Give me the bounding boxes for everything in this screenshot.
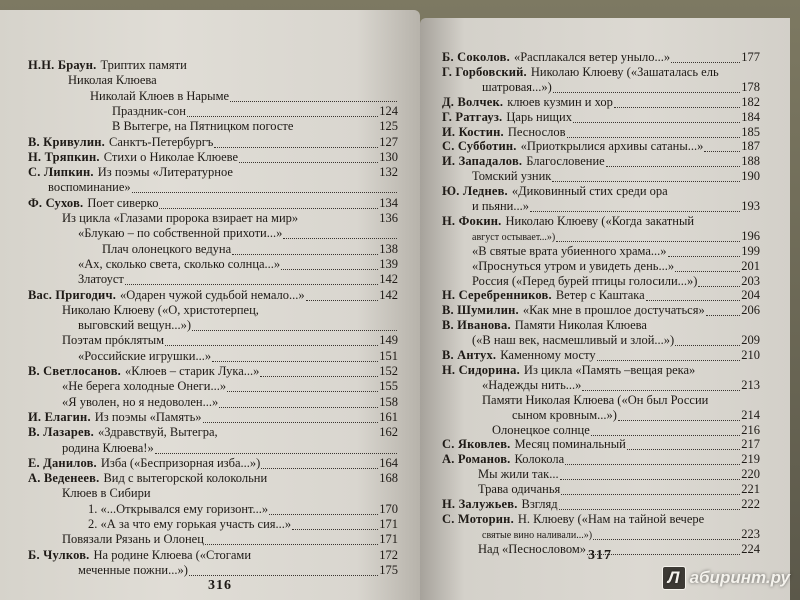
toc-page-number: 206 (741, 303, 760, 318)
toc-title: «Я уволен, но я недоволен...» (62, 394, 219, 409)
toc-page-number: 223 (741, 526, 760, 541)
toc-leader-dots (614, 96, 740, 108)
toc-title: Мы жили так... (478, 467, 559, 482)
toc-page-number: 125 (379, 119, 398, 134)
toc-page-number: 132 (379, 165, 398, 180)
left-page (0, 10, 420, 600)
toc-leader-dots (159, 197, 378, 209)
toc-author: Ю. Леднев. (442, 184, 508, 199)
toc-author: Г. Горбовский. (442, 64, 527, 79)
toc-title: Вид с вытегорской колокольни (103, 471, 268, 486)
toc-title: «Диковинный стих среди ора (511, 184, 668, 199)
toc-leader-dots (606, 155, 741, 167)
toc-page-number: 171 (379, 517, 398, 531)
toc-title: «Расплакался ветер уныло...» (513, 50, 671, 64)
toc-title: «Приоткрылися архивы сатаны...» (520, 139, 704, 154)
toc-leader-dots (668, 245, 741, 257)
toc-leader-dots (155, 442, 397, 454)
toc-leader-dots (561, 483, 740, 495)
left-page-number: 316 (208, 578, 232, 593)
toc-title: Олонецкое солнце (492, 422, 590, 437)
toc-author: В. Светлосанов. (28, 364, 121, 378)
toc-leader-dots (212, 350, 378, 362)
toc-title: родина Клюева!» (62, 440, 154, 455)
toc-leader-dots (260, 365, 378, 377)
toc-author: И. Западалов. (442, 154, 523, 169)
toc-page-number: 224 (741, 541, 760, 556)
toc-page-number: 219 (741, 452, 760, 467)
toc-page-number: 214 (741, 407, 760, 422)
toc-page-number: 201 (741, 258, 760, 273)
toc-page-number: 187 (741, 139, 760, 154)
toc-title: Николаю Клюеву («О, христотерпец, (62, 302, 259, 317)
labyrinth-logo-icon: Л (662, 566, 686, 590)
toc-author: Ф. Сухов. (28, 195, 84, 210)
toc-page-number: 188 (741, 154, 760, 169)
toc-page-number: 127 (379, 134, 398, 149)
toc-leader-dots (567, 126, 741, 138)
toc-page-number: 178 (741, 79, 760, 94)
toc-title: Благословение (526, 154, 605, 169)
toc-page-number: 216 (741, 422, 760, 437)
toc-author: Н. Сидорина. (442, 362, 520, 377)
toc-title: и пьяни...» (472, 199, 529, 213)
toc-page-number: 177 (741, 50, 760, 64)
toc-leader-dots (627, 438, 740, 450)
toc-title: Повязали Рязань и Олонец (62, 532, 204, 547)
toc-title: Клюев в Сибири (62, 486, 151, 501)
site-watermark (662, 566, 790, 590)
toc-page-number: 213 (741, 377, 760, 392)
toc-leader-dots (618, 409, 740, 421)
toc-page-number: 136 (379, 211, 398, 225)
toc-leader-dots (704, 140, 740, 152)
toc-author: Б. Соколов. (442, 50, 510, 64)
toc-leader-dots (306, 289, 379, 301)
toc-title: «Проснуться утром и увидеть день...» (472, 258, 675, 273)
toc-leader-dots (165, 334, 378, 346)
toc-title: Из поэмы «Память» (94, 409, 202, 424)
toc-title: Из цикла «Глазами пророка взирает на мир» (62, 211, 299, 225)
toc-title: 1. «...Открывался ему горизонт...» (88, 501, 269, 516)
toc-author: Н. Серебренников. (442, 288, 552, 303)
toc-title: Трава одичанья (478, 482, 561, 497)
toc-leader-dots (573, 111, 740, 123)
toc-leader-dots (646, 289, 741, 301)
toc-page-number: 185 (741, 124, 760, 139)
toc-title: август остывает...») (472, 231, 556, 243)
toc-page-number: 170 (379, 501, 398, 516)
toc-title: воспоминание» (48, 180, 131, 195)
toc-page-number: 158 (379, 394, 398, 409)
toc-page-number: 151 (379, 348, 398, 363)
toc-title: Над «Песнословом» (478, 541, 587, 556)
toc-page-number: 130 (379, 149, 398, 164)
toc-author: В. Антух. (442, 348, 497, 362)
toc-title: Стихи о Николае Клюеве (103, 149, 238, 164)
toc-leader-dots (239, 151, 378, 163)
toc-title: «Блукаю – по собственной прихоти...» (78, 226, 283, 241)
toc-title: Каменному мосту (500, 348, 596, 362)
toc-title: Триптих памяти (100, 58, 187, 72)
toc-title: шатровая...») (482, 79, 552, 94)
toc-title: 2. «А за что ему горькая участь сия...» (88, 517, 292, 531)
toc-author: В. Кривулин. (28, 134, 106, 149)
toc-title: Из цикла «Память –вещая река» (523, 362, 696, 377)
toc-title: Поет сиверко (87, 195, 159, 210)
toc-leader-dots (230, 90, 397, 102)
toc-title: «Здравствуй, Вытегра, (98, 425, 218, 440)
toc-leader-dots (232, 243, 378, 255)
toc-title: На родине Клюева («Стогами (93, 547, 252, 562)
toc-author: А. Романов. (442, 452, 511, 467)
toc-page-number: 155 (379, 379, 398, 394)
toc-title: «Не берега холодные Онеги...» (62, 379, 227, 394)
toc-leader-dots (189, 564, 378, 576)
toc-page-number: 217 (741, 437, 760, 452)
toc-title: Николай Клюев в Нарыме (90, 88, 230, 103)
toc-leader-dots (219, 396, 378, 408)
toc-leader-dots (227, 380, 378, 392)
toc-author: Н. Залужьев. (442, 497, 518, 511)
toc-page-number: 175 (379, 562, 398, 577)
toc-leader-dots (559, 498, 741, 510)
toc-leader-dots (269, 503, 378, 515)
toc-author: Е. Данилов. (28, 455, 97, 470)
toc-leader-dots (593, 528, 740, 540)
toc-leader-dots (283, 227, 397, 239)
toc-title: Памяти Николая Клюева («Он был России (482, 392, 709, 407)
toc-page-number: 221 (741, 482, 760, 497)
toc-page-number: 210 (741, 348, 760, 362)
right-page (420, 18, 790, 600)
toc-page-number: 142 (379, 272, 398, 287)
toc-title: Поэтам прóклятым (62, 333, 165, 348)
toc-leader-dots (591, 424, 740, 436)
toc-page-number: 204 (741, 288, 760, 303)
toc-entry (478, 540, 760, 558)
toc-page-number: 168 (379, 471, 398, 486)
toc-leader-dots (203, 411, 379, 423)
toc-title: «Ах, сколько света, сколько солнца...» (78, 256, 281, 271)
toc-author: В. Иванова. (442, 318, 511, 333)
toc-leader-dots (671, 51, 740, 63)
toc-author: Н. Тряпкин. (28, 149, 100, 164)
toc-page-number: 161 (379, 409, 398, 424)
toc-leader-dots (675, 260, 740, 272)
toc-leader-dots (597, 349, 741, 361)
toc-leader-dots (192, 319, 397, 331)
toc-title: Из поэмы «Литературное (97, 165, 233, 180)
toc-author: Н. Фокин. (442, 213, 502, 228)
toc-title: Санктъ-Петербургъ (109, 134, 214, 149)
toc-leader-dots (132, 181, 397, 193)
toc-page-number: 182 (741, 94, 760, 109)
toc-leader-dots (214, 136, 378, 148)
toc-page-number: 171 (379, 532, 398, 547)
toc-author: Д. Волчек. (442, 94, 504, 109)
toc-title: меченные пожни...») (78, 562, 188, 577)
toc-title: Россия («Перед бурей птицы голосили...») (472, 273, 698, 288)
toc-page-number: 149 (379, 333, 398, 348)
toc-author: В. Шумилин. (442, 303, 519, 318)
toc-author: Б. Чулков. (28, 547, 90, 562)
toc-leader-dots (553, 81, 740, 93)
toc-page-number: 199 (741, 243, 760, 258)
toc-author: С. Субботин. (442, 139, 517, 154)
toc-author: И. Костин. (442, 124, 504, 139)
toc-title: Златоуст (78, 272, 124, 287)
toc-title: «Надежды нить...» (482, 377, 582, 392)
toc-page-number: 164 (379, 455, 398, 470)
toc-page-number: 203 (741, 273, 760, 288)
toc-leader-dots (565, 453, 740, 465)
toc-title: Праздник-сон (112, 103, 186, 118)
toc-title: («В наш век, насмешливый и злой...») (472, 333, 675, 348)
toc-title: Песнослов (507, 124, 566, 139)
toc-page-number: 124 (379, 103, 398, 118)
toc-title: Николаю Клюеву («Зашаталась ель (530, 64, 719, 79)
toc-leader-dots (552, 170, 740, 182)
toc-page-number: 193 (741, 199, 760, 213)
toc-author: С. Липкин. (28, 165, 94, 180)
left-toc (0, 10, 420, 600)
toc-title: Плач олонецкого ведуна (102, 241, 232, 256)
toc-title: Памяти Николая Клюева (514, 318, 647, 333)
watermark-text: абиринт.ру (689, 568, 790, 587)
toc-page-number: 134 (379, 195, 398, 210)
toc-title: «Одарен чужой судьбой немало...» (120, 287, 305, 302)
toc-page-number: 138 (379, 241, 398, 256)
toc-author: Г. Ратгауз. (442, 109, 503, 124)
toc-leader-dots (281, 258, 378, 270)
toc-author: С. Моторин. (442, 511, 514, 526)
toc-title: сыном кровным...») (512, 407, 617, 422)
toc-author: И. Елагин. (28, 409, 91, 424)
toc-title: «Как мне в прошлое достучаться» (522, 303, 705, 318)
toc-page-number: 209 (741, 333, 760, 348)
toc-page-number: 162 (379, 425, 398, 440)
toc-leader-dots (698, 275, 740, 287)
toc-title: В Вытегре, на Пятницком погосте (112, 119, 294, 134)
toc-title: выговский вещун...») (78, 318, 192, 333)
toc-title: Николая Клюева (68, 73, 157, 88)
toc-leader-dots (187, 105, 378, 117)
toc-title: Томский узник (472, 169, 552, 184)
toc-leader-dots (706, 304, 741, 316)
toc-author: Н.Н. Браун. (28, 58, 97, 72)
toc-author: В. Лазарев. (28, 425, 95, 440)
toc-title: Изба («Беспризорная изба...») (100, 455, 261, 470)
toc-title: клюев кузмин и хор (507, 94, 613, 109)
toc-title: Н. Клюеву («Нам на тайной вечере (517, 511, 705, 526)
toc-leader-dots (582, 379, 740, 391)
toc-author: Вас. Пригодич. (28, 287, 117, 302)
toc-leader-dots (125, 273, 378, 285)
toc-page-number: 184 (741, 109, 760, 124)
toc-page-number: 196 (741, 228, 760, 243)
toc-page-number: 142 (379, 287, 398, 302)
toc-title: «Клюев – старик Лука...» (124, 364, 260, 378)
toc-page-number: 222 (741, 497, 760, 511)
toc-title: «В святые врата убиенного храма...» (472, 243, 667, 258)
toc-author: А. Веденеев. (28, 471, 100, 486)
toc-leader-dots (205, 533, 378, 545)
toc-page-number: 152 (379, 364, 398, 378)
toc-title: Месяц поминальный (514, 437, 626, 452)
toc-title: Колокола (514, 452, 565, 467)
toc-leader-dots (530, 200, 740, 212)
toc-title: Царь нищих (506, 109, 572, 124)
toc-page-number: 190 (741, 169, 760, 184)
toc-title: святые вино наливали...») (482, 529, 593, 541)
toc-page-number: 139 (379, 256, 398, 271)
toc-entry (78, 561, 398, 579)
toc-author: С. Яковлев. (442, 437, 511, 452)
right-page-number: 317 (588, 548, 612, 563)
toc-title: Ветер с Каштака (555, 288, 645, 303)
toc-leader-dots (556, 230, 740, 242)
toc-page-number: 172 (379, 547, 398, 562)
toc-title: «Российские игрушки...» (78, 348, 212, 363)
toc-leader-dots (560, 468, 741, 480)
toc-leader-dots (675, 334, 740, 346)
right-toc (420, 18, 790, 600)
toc-title: Взгляд (521, 497, 558, 511)
toc-leader-dots (292, 518, 378, 530)
toc-title: Николаю Клюеву («Когда закатный (505, 213, 695, 228)
toc-page-number: 220 (741, 467, 760, 482)
toc-leader-dots (261, 457, 378, 469)
